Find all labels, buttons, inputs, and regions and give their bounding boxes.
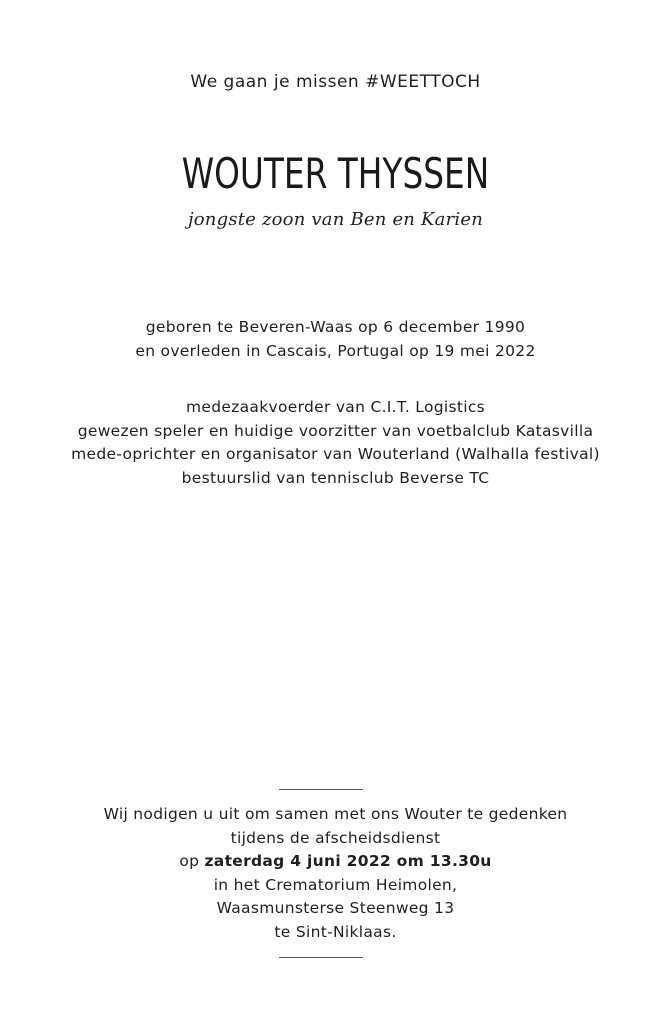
invite-line: te Sint-Niklaas. — [274, 922, 397, 941]
invite-line: in het Crematorium Heimolen, — [213, 875, 458, 894]
invite-date: zaterdag 4 juni 2022 om 13.30u — [204, 852, 492, 870]
role-item: medezaakvoerder van C.I.T. Logistics — [185, 398, 486, 416]
death-line: en overleden in Cascais, Portugal op 19 mei 2022 — [135, 341, 536, 360]
roles-list — [0, 396, 671, 490]
deceased-name: WOUTER THYSSEN — [181, 149, 490, 198]
subtitle: jongste zoon van Ben en Karien — [187, 209, 483, 230]
birth-line: geboren te Beveren-Waas op 6 december 1990 — [145, 318, 526, 336]
invite-date-line — [0, 850, 671, 874]
invitation — [0, 803, 671, 944]
role-item: mede-oprichter en organisator van Wouterland (Walhalla festival) — [71, 445, 600, 463]
invite-line: Wij nodigen u uit om samen met ons Wouter te gedenken — [103, 805, 568, 823]
invite-date-prefix: op — [179, 852, 205, 870]
divider-top — [279, 789, 363, 790]
divider-bottom — [279, 957, 363, 958]
role-item: gewezen speler en huidige voorzitter van voetbalclub Katasvilla — [77, 421, 594, 440]
invite-line: Waasmunsterse Steenweg 13 — [216, 899, 455, 917]
birth-death-info — [0, 316, 671, 363]
role-item: bestuurslid van tennisclub Beverse TC — [181, 468, 490, 487]
invite-line: tijdens de afscheidsdienst — [230, 828, 441, 847]
tagline: We gaan je missen #WEETTOCH — [190, 72, 481, 92]
